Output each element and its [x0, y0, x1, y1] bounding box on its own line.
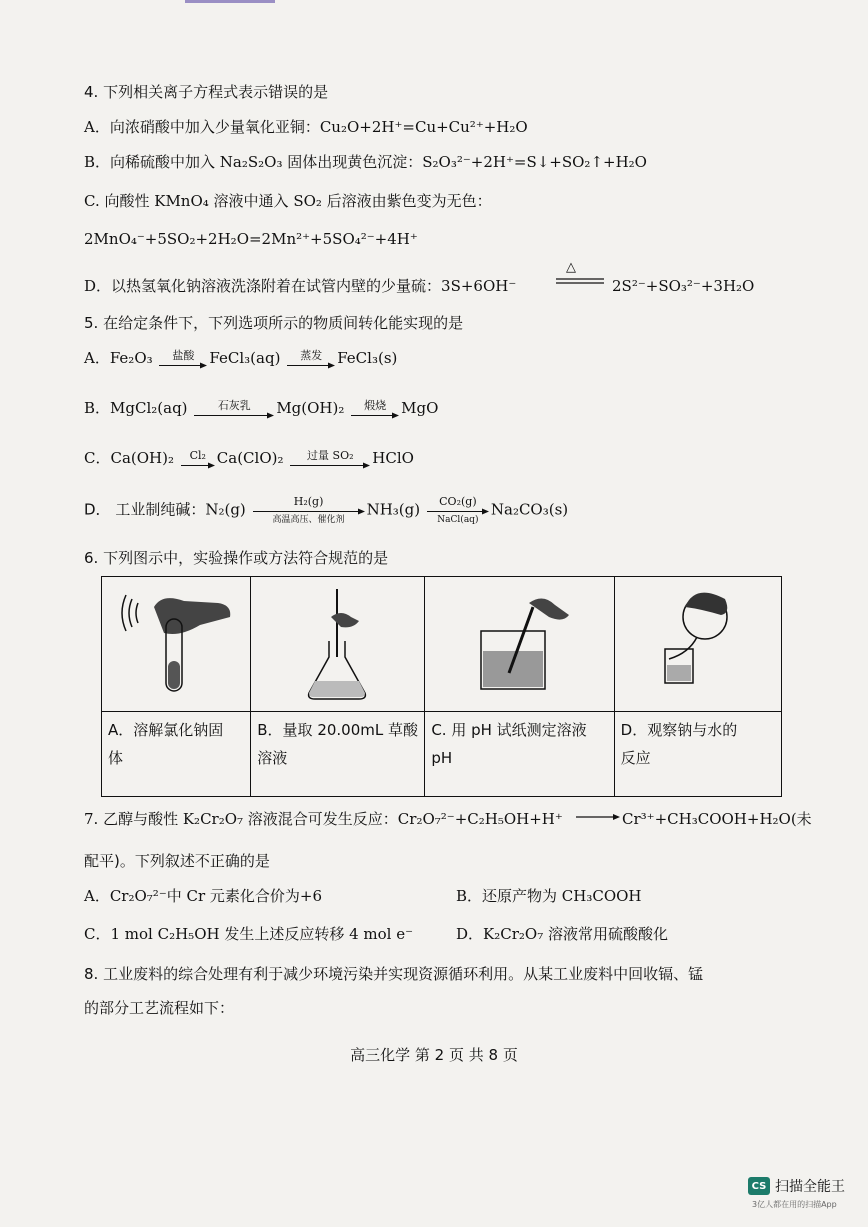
- reaction-arrow: [253, 496, 365, 525]
- species: MgO: [401, 399, 439, 417]
- arrow-condition: CO₂(g): [439, 495, 477, 508]
- figure-d-cell: [614, 577, 781, 712]
- option-a-caption: [102, 712, 251, 797]
- q8-stem: 8. 工业废料的综合处理有利于减少环境污染并实现资源循环利用。从某工业废料中回收镉、锰: [84, 965, 704, 983]
- heating-symbol: △: [566, 260, 576, 275]
- q4-option-c-equation: 2MnO₄⁻+5SO₂+2H₂O=2Mn²⁺+5SO₄²⁻+4H⁺: [84, 230, 418, 248]
- option-label: D． 工业制纯碱：: [84, 500, 206, 519]
- q7-option-d: D．K₂Cr₂O₇ 溶液常用硫酸酸化: [456, 925, 668, 943]
- q6-figure-table: [101, 576, 782, 797]
- reaction-arrow: [194, 400, 274, 419]
- species: MgCl₂(aq): [110, 399, 188, 417]
- q5-stem: 5. 在给定条件下，下列选项所示的物质间转化能实现的是: [84, 314, 464, 332]
- q6-stem: 6. 下列图示中，实验操作或方法符合规范的是: [84, 549, 389, 567]
- q7-stem-right: Cr³⁺+CH₃COOH+H₂O(未: [622, 810, 812, 828]
- option-b-caption: [251, 712, 425, 797]
- q7-stem-left: 7. 乙醇与酸性 K₂Cr₂O₇ 溶液混合可发生反应：Cr₂O₇²⁻+C₂H₅OH+H⁺: [84, 810, 563, 828]
- q7-option-c: C．1 mol C₂H₅OH 发生上述反应转移 4 mol e⁻: [84, 925, 414, 943]
- watermark-subtext: 3亿人都在用的扫描App: [752, 1200, 837, 1209]
- reaction-arrow: [290, 450, 370, 469]
- species: HClO: [372, 449, 414, 467]
- q5-option-d: [84, 496, 568, 525]
- q4-option-c: C. 向酸性 KMnO₄ 溶液中通入 SO₂ 后溶液由紫色变为无色：: [84, 192, 492, 210]
- option-label: A．: [84, 349, 110, 367]
- q4-option-d-right: 2S²⁻+SO₃²⁻+3H₂O: [612, 277, 755, 295]
- species: Na₂CO₃(s): [490, 500, 569, 519]
- caption-line: 溶液: [257, 749, 288, 767]
- option-label: B．: [84, 399, 111, 417]
- species: N₂(g): [205, 500, 246, 519]
- page-footer: 高三化学 第 2 页 共 8 页: [350, 1046, 518, 1064]
- reaction-arrow: [181, 450, 215, 469]
- arrow-condition: 盐酸: [172, 348, 195, 362]
- figure-c-cell: [425, 577, 614, 712]
- reaction-arrow: [351, 400, 399, 419]
- species: FeCl₃(s): [337, 349, 398, 367]
- equilibrium-double-line-icon: [556, 278, 604, 286]
- species: Mg(OH)₂: [276, 399, 345, 417]
- reaction-arrow-icon: [576, 813, 620, 821]
- caption-line: C. 用 pH 试纸测定溶液: [431, 721, 587, 739]
- caption-line: A．溶解氯化钠固: [108, 721, 224, 739]
- q7-stem-continued: 配平)。下列叙述不正确的是: [84, 852, 270, 870]
- arrow-condition: 煅烧: [364, 398, 387, 412]
- q7-option-b: B．还原产物为 CH₃COOH: [456, 887, 642, 905]
- option-d-caption: [614, 712, 781, 797]
- figure-a-cell: [102, 577, 251, 712]
- q8-stem-continued: 的部分工艺流程如下：: [84, 999, 235, 1017]
- q4-stem: 4. 下列相关离子方程式表示错误的是: [84, 83, 329, 101]
- pipette-flask-icon: [251, 577, 423, 707]
- top-edge-mark: [185, 0, 275, 3]
- q4-option-b: B．向稀硫酸中加入 Na₂S₂O₃ 固体出现黄色沉淀：S₂O₃²⁻+2H⁺=S↓+SO₂↑+H₂O: [84, 153, 647, 171]
- caption-line: 体: [108, 749, 124, 767]
- caption-line: pH: [431, 749, 453, 767]
- reaction-arrow: [287, 350, 335, 369]
- arrow-condition-below: NaCl(aq): [437, 515, 479, 525]
- option-label: C．: [84, 449, 111, 467]
- q5-option-c: [84, 448, 414, 469]
- q5-option-b: [84, 398, 438, 419]
- caption-line: B．量取 20.00mL 草酸: [257, 721, 419, 739]
- species: Ca(ClO)₂: [216, 449, 284, 467]
- q5-option-a: [84, 348, 397, 369]
- reaction-arrow: [159, 350, 207, 369]
- observer-beaker-icon: [615, 577, 781, 707]
- reaction-arrow: [427, 496, 489, 525]
- caption-line: D．观察钠与水的: [620, 721, 738, 739]
- species: FeCl₃(aq): [209, 349, 281, 367]
- arrow-condition: 过量 SO₂: [307, 448, 354, 462]
- q7-option-a: A．Cr₂O₇²⁻中 Cr 元素化合价为+6: [84, 887, 323, 905]
- scanner-watermark: [748, 1176, 845, 1196]
- caption-line: 反应: [620, 749, 651, 767]
- arrow-condition-below: 高温高压、催化剂: [272, 515, 345, 525]
- ph-paper-beaker-icon: [425, 577, 613, 707]
- option-c-caption: [425, 712, 614, 797]
- watermark-text: 扫描全能王: [775, 1179, 845, 1195]
- species: Fe₂O₃: [109, 349, 153, 367]
- camscanner-logo-icon: CS: [748, 1177, 770, 1195]
- arrow-condition: 石灰乳: [217, 398, 251, 412]
- arrow-condition: Cl₂: [189, 448, 206, 462]
- arrow-condition: 蒸发: [300, 348, 323, 362]
- q4-option-a: A．向浓硝酸中加入少量氧化亚铜：Cu₂O+2H⁺=Cu+Cu²⁺+H₂O: [84, 118, 528, 136]
- shaking-test-tube-icon: [102, 577, 250, 707]
- arrow-condition: H₂(g): [293, 495, 324, 508]
- species: NH₃(g): [366, 500, 421, 519]
- figure-b-cell: [251, 577, 425, 712]
- species: Ca(OH)₂: [110, 449, 174, 467]
- q4-option-d-left: D．以热氢氧化钠溶液洗涤附着在试管内壁的少量硫：3S+6OH⁻: [84, 277, 517, 295]
